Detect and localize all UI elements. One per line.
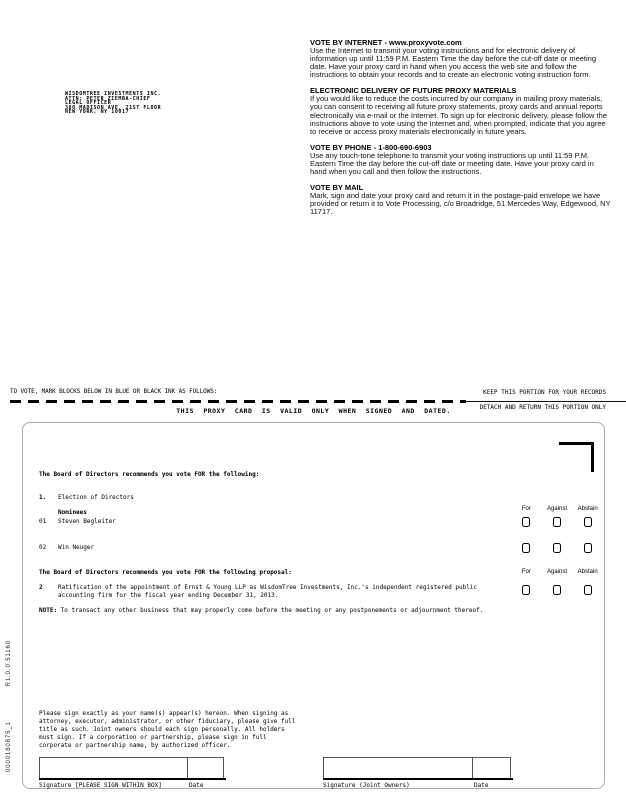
registration-corner-mark	[591, 442, 594, 472]
signature-box-primary[interactable]	[39, 757, 224, 779]
abstain-column-header: Abstain	[577, 506, 598, 512]
proxy-ballot-card	[22, 422, 605, 789]
for-column-header: For	[521, 569, 531, 575]
electronic-delivery-body: If you would like to reduce the costs incurred by our company in mailing proxy materials, you can consent to receiving all future proxy statements, proxy cards and annual reports electronically via e-mail or the Internet. To sign up for electronic delivery, please follow the instructions above to vote using the Internet and, when prompted, indicate that you agree to receive or access proxy materials electronically in future years.	[310, 94, 607, 136]
print-code-revision: R1.0.0.51160	[6, 640, 12, 687]
electronic-delivery-section	[310, 86, 612, 135]
voting-instructions-panel	[310, 38, 612, 223]
against-column-header: Against	[547, 569, 568, 575]
signature-box-baseline	[39, 778, 226, 780]
signature-joint-label: Signature (Joint Owners)	[323, 782, 410, 789]
checkbox-nominee02-abstain[interactable]	[584, 543, 592, 553]
checkbox-nominee02-against[interactable]	[553, 543, 561, 553]
recipient-address	[65, 92, 161, 115]
date-primary-label: Date	[189, 782, 204, 789]
proposal-1-number: 1.	[39, 494, 47, 501]
date-box-joint[interactable]	[472, 758, 510, 778]
date-box-primary[interactable]	[187, 758, 223, 778]
for-column-header: For	[521, 506, 531, 512]
mark-blocks-instruction: TO VOTE, MARK BLOCKS BELOW IN BLUE OR BLACK INK AS FOLLOWS:	[10, 388, 218, 395]
nominee-02-vote-row	[511, 543, 603, 553]
detach-portion-text: DETACH AND RETURN THIS PORTION ONLY	[479, 404, 606, 411]
checkbox-nominee01-for[interactable]	[522, 517, 530, 527]
nominee-01-number: 01	[39, 518, 47, 525]
proposal-2-number: 2	[39, 584, 43, 591]
vote-by-phone-section	[310, 143, 612, 176]
vote-column-headers-2	[511, 569, 603, 575]
vote-by-internet-body: Use the Internet to transmit your voting instructions and for electronic delivery of information up until 11:59 P.M. Eastern Time the day before the cut-off date or meeting date. Have your proxy card in hand when you access the web site and follow the instructions to obtain your records and to create an electronic voting instruction form.	[310, 46, 596, 80]
signature-box-baseline	[323, 778, 513, 780]
electronic-delivery-heading: ELECTRONIC DELIVERY OF FUTURE PROXY MATERIALS	[310, 86, 517, 96]
recipient-line: NEW YORK, NY 10017	[65, 109, 130, 116]
proposal-1-title: Election of Directors	[58, 494, 134, 501]
proposal-2-text: Ratification of the appointment of Ernst & Young LLP as WisdomTree Investments, Inc.'s independent registered public accounting firm for the fiscal year ending December 31, 2013.	[58, 584, 478, 599]
checkbox-proposal2-abstain[interactable]	[584, 585, 592, 595]
nominee-01-name: Steven Begleiter	[58, 518, 116, 525]
vote-by-phone-body: Use any touch-tone telephone to transmit your voting instructions up until 11:59 P.M. Eastern Time the day before the cut-off date or meeting date. Have your proxy card in hand when you call and then follow the instructions.	[310, 150, 594, 177]
nominees-label: Nominees	[58, 509, 87, 516]
registration-corner-mark	[559, 442, 594, 445]
signature-primary-label: Signature [PLEASE SIGN WITHIN BOX]	[39, 782, 162, 789]
date-joint-label: Date	[474, 782, 489, 789]
keep-portion-text: KEEP THIS PORTION FOR YOUR RECORDS	[483, 389, 606, 396]
against-column-header: Against	[547, 506, 568, 512]
vote-by-internet-heading: VOTE BY INTERNET - www.proxyvote.com	[310, 38, 462, 47]
nominee-02-name: Win Neuger	[58, 544, 95, 551]
nominee-01-vote-row	[511, 517, 603, 527]
vote-by-phone-heading: VOTE BY PHONE - 1-800-690-6903	[310, 142, 432, 152]
proposal-2-vote-row	[511, 585, 603, 595]
recipient-line: LEGAL OFFICER	[65, 100, 112, 107]
nominee-02-number: 02	[39, 544, 47, 551]
vote-by-mail-section	[310, 183, 612, 216]
recipient-line: ATTN: PETER ZIEMBA-CHIEF	[65, 95, 151, 102]
note-label: NOTE:	[39, 607, 58, 614]
vote-by-mail-body: Mark, sign and date your proxy card and return it in the postage-paid envelope we have provided or return it to Vote Processing, c/o Broadridge, 51 Mercedes Way, Edgewood, NY 11717.	[310, 191, 611, 217]
vote-by-mail-heading: VOTE BY MAIL	[310, 183, 364, 193]
other-business-note	[39, 607, 584, 615]
recommendation-1: The Board of Directors recommends you vote FOR the following:	[39, 471, 260, 478]
detach-dashed-line	[10, 400, 466, 403]
checkbox-nominee01-against[interactable]	[553, 517, 561, 527]
signature-instructions: Please sign exactly as your name(s) appear(s) hereon. When signing as attorney, executor, administrator, or other fiduciary, please give full title as such. Joint owners should each sign personally. All holders must sign. If a corporation or partnership, please sign in full corporate or partnership name, by authorized officer.	[39, 710, 296, 749]
recipient-line: 380 MADISON AVE. 21ST FLOOR	[65, 104, 162, 111]
print-code-job: 0000180875_1	[6, 721, 12, 772]
checkbox-nominee02-for[interactable]	[522, 543, 530, 553]
checkbox-nominee01-abstain[interactable]	[584, 517, 592, 527]
vote-by-internet-section	[310, 38, 612, 79]
signature-box-joint[interactable]	[323, 757, 511, 779]
card-validity-note: THIS PROXY CARD IS VALID ONLY WHEN SIGNED AND DATED.	[176, 407, 451, 415]
print-control-codes	[2, 640, 16, 772]
keep-portion-underline	[466, 401, 626, 403]
note-text: To transact any other business that may properly come before the meeting or any postponements or adjournment thereof.	[57, 607, 484, 614]
abstain-column-header: Abstain	[577, 569, 598, 575]
checkbox-proposal2-against[interactable]	[553, 585, 561, 595]
vote-column-headers	[511, 506, 603, 512]
recipient-line: WISDOMTREE INVESTMENTS INC.	[65, 91, 162, 97]
recommendation-2: The Board of Directors recommends you vote FOR the following proposal:	[39, 569, 292, 576]
checkbox-proposal2-for[interactable]	[522, 585, 530, 595]
